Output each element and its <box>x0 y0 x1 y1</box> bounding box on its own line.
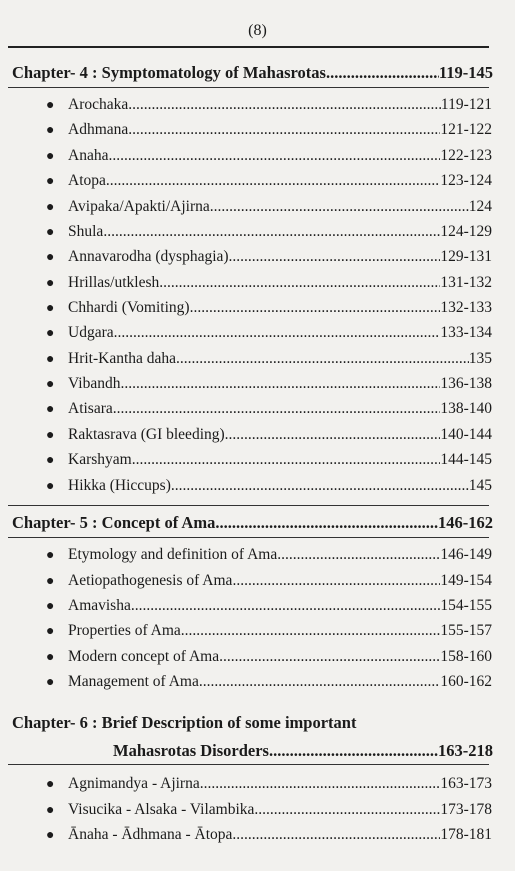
toc-item <box>46 572 492 590</box>
chapter-4-heading <box>12 63 493 83</box>
item-pages: 119-121 <box>440 96 492 113</box>
bullet-icon: ● <box>46 650 55 665</box>
bullet-icon: ● <box>46 326 55 341</box>
item-pages: 121-122 <box>440 121 492 138</box>
item-name: Aetiopathogenesis of Ama <box>68 572 233 589</box>
item-pages: 133-134 <box>440 324 492 341</box>
item-name: Modern concept of Ama <box>68 648 220 665</box>
item-name: Amavisha <box>68 597 131 614</box>
bullet-icon: ● <box>46 200 55 215</box>
item-pages: 173-178 <box>440 801 492 818</box>
toc-item <box>46 96 492 114</box>
bullet-icon: ● <box>46 675 55 690</box>
toc-item <box>46 648 492 666</box>
chapter-title-line2: Mahasrotas Disorders <box>113 741 269 760</box>
item-name: Avipaka/Apakti/Ajirna <box>68 198 210 215</box>
toc-item <box>46 248 492 266</box>
dot-leader <box>210 198 469 216</box>
item-pages: 138-140 <box>440 400 492 417</box>
dot-leader <box>225 426 441 444</box>
bullet-icon: ● <box>46 803 55 818</box>
dot-leader <box>219 648 440 666</box>
item-pages: 178-181 <box>440 826 492 843</box>
item-name: Vibandh <box>68 375 121 392</box>
item-name: Adhmana <box>68 121 129 138</box>
item-pages: 124-129 <box>440 223 492 240</box>
item-name: Arochaka <box>68 96 129 113</box>
dot-leader <box>232 826 440 844</box>
toc-item <box>46 826 492 844</box>
bullet-icon: ● <box>46 123 55 138</box>
item-pages: 131-132 <box>440 274 492 291</box>
dot-leader <box>277 546 440 564</box>
item-pages: 129-131 <box>440 248 492 265</box>
dot-leader <box>128 121 440 139</box>
item-name: Atopa <box>68 172 106 189</box>
dot-leader <box>132 451 441 469</box>
toc-item <box>46 121 492 139</box>
bullet-icon: ● <box>46 276 55 291</box>
item-pages: 135 <box>468 350 492 367</box>
dot-leader <box>190 299 441 317</box>
item-name: Etymology and definition of Ama <box>68 546 278 563</box>
dot-leader <box>159 274 440 292</box>
dot-leader <box>232 572 440 590</box>
toc-item <box>46 451 492 469</box>
toc-item <box>46 172 492 190</box>
item-name: Karshyam <box>68 451 132 468</box>
chapter-5-heading <box>12 513 493 533</box>
chapter-6-heading <box>12 713 493 761</box>
item-name: Agnimandya - Ajirna <box>68 775 200 792</box>
toc-item <box>46 426 492 444</box>
dot-leader <box>229 248 441 266</box>
item-name: Atisara <box>68 400 113 417</box>
item-name: Annavarodha (dysphagia) <box>68 248 229 265</box>
item-pages: 163-173 <box>440 775 492 792</box>
toc-item <box>46 324 492 342</box>
toc-item <box>46 147 492 165</box>
item-pages: 160-162 <box>440 673 492 690</box>
bullet-icon: ● <box>46 377 55 392</box>
header-rule <box>8 46 489 48</box>
bullet-icon: ● <box>46 402 55 417</box>
toc-item <box>46 775 492 793</box>
dot-leader <box>176 350 469 368</box>
item-name: Hikka (Hiccups) <box>68 477 171 494</box>
item-pages: 146-149 <box>440 546 492 563</box>
item-pages: 123-124 <box>440 172 492 189</box>
toc-item <box>46 597 492 615</box>
chapter-rule <box>8 87 489 88</box>
bullet-icon: ● <box>46 777 55 792</box>
toc-item <box>46 400 492 418</box>
item-name: Raktasrava (GI bleeding) <box>68 426 225 443</box>
item-name: Chhardi (Vomiting) <box>68 299 190 316</box>
dot-leader <box>128 96 441 114</box>
item-pages: 154-155 <box>440 597 492 614</box>
chapter-rule <box>8 505 489 506</box>
bullet-icon: ● <box>46 301 55 316</box>
dot-leader <box>108 147 440 165</box>
bullet-icon: ● <box>46 828 55 843</box>
toc-item <box>46 477 492 495</box>
item-pages: 149-154 <box>440 572 492 589</box>
dot-leader <box>215 513 438 533</box>
item-pages: 140-144 <box>440 426 492 443</box>
dot-leader <box>326 63 439 83</box>
toc-item <box>46 274 492 292</box>
item-name: Management of Ama <box>68 673 199 690</box>
bullet-icon: ● <box>46 352 55 367</box>
item-pages: 122-123 <box>440 147 492 164</box>
dot-leader <box>181 622 441 640</box>
bullet-icon: ● <box>46 624 55 639</box>
toc-item <box>46 801 492 819</box>
toc-item <box>46 350 492 368</box>
bullet-icon: ● <box>46 225 55 240</box>
item-name: Udgara <box>68 324 114 341</box>
bullet-icon: ● <box>46 548 55 563</box>
bullet-icon: ● <box>46 250 55 265</box>
page-number: (8) <box>248 22 267 39</box>
toc-item <box>46 673 492 691</box>
item-name: Anaha <box>68 147 109 164</box>
item-pages: 145 <box>468 477 492 494</box>
toc-item <box>46 375 492 393</box>
dot-leader <box>254 801 440 819</box>
bullet-icon: ● <box>46 174 55 189</box>
dot-leader <box>200 775 441 793</box>
bullet-icon: ● <box>46 599 55 614</box>
item-pages: 155-157 <box>440 622 492 639</box>
item-name: Hrit-Kantha daha <box>68 350 177 367</box>
bullet-icon: ● <box>46 98 55 113</box>
chapter-rule <box>8 764 489 765</box>
chapter-rule <box>8 537 489 538</box>
dot-leader <box>120 375 440 393</box>
bullet-icon: ● <box>46 149 55 164</box>
item-name: Ānaha - Ādhmana - Ātopa <box>68 826 233 843</box>
chapter-title-continued <box>12 741 493 761</box>
item-pages: 144-145 <box>440 451 492 468</box>
item-name: Properties of Ama <box>68 622 181 639</box>
bullet-icon: ● <box>46 479 55 494</box>
dot-leader <box>103 223 440 241</box>
dot-leader <box>106 172 440 190</box>
toc-item <box>46 546 492 564</box>
chapter-title: Chapter- 4 : Symptomatology of Mahasrotas <box>12 63 326 82</box>
dot-leader <box>114 324 441 342</box>
bullet-icon: ● <box>46 428 55 443</box>
bullet-icon: ● <box>46 453 55 468</box>
dot-leader <box>113 400 441 418</box>
chapter-title: Chapter- 5 : Concept of Ama <box>12 513 216 532</box>
chapter-pages: 119-145 <box>438 63 493 82</box>
item-pages: 132-133 <box>440 299 492 316</box>
item-name: Hrillas/utklesh <box>68 274 160 291</box>
dot-leader <box>171 477 469 495</box>
toc-item <box>46 198 492 216</box>
item-pages: 124 <box>468 198 492 215</box>
toc-item <box>46 299 492 317</box>
item-name: Shula <box>68 223 104 240</box>
toc-item <box>46 223 492 241</box>
dot-leader <box>269 741 438 761</box>
bullet-icon: ● <box>46 574 55 589</box>
item-name: Visucika - Alsaka - Vilambika <box>68 801 255 818</box>
chapter-pages: 163-218 <box>438 741 493 760</box>
item-pages: 136-138 <box>440 375 492 392</box>
chapter-title: Chapter- 6 : Brief Description of some important <box>12 713 357 732</box>
dot-leader <box>131 597 440 615</box>
toc-item <box>46 622 492 640</box>
chapter-pages: 146-162 <box>438 513 493 532</box>
dot-leader <box>199 673 440 691</box>
item-pages: 158-160 <box>440 648 492 665</box>
